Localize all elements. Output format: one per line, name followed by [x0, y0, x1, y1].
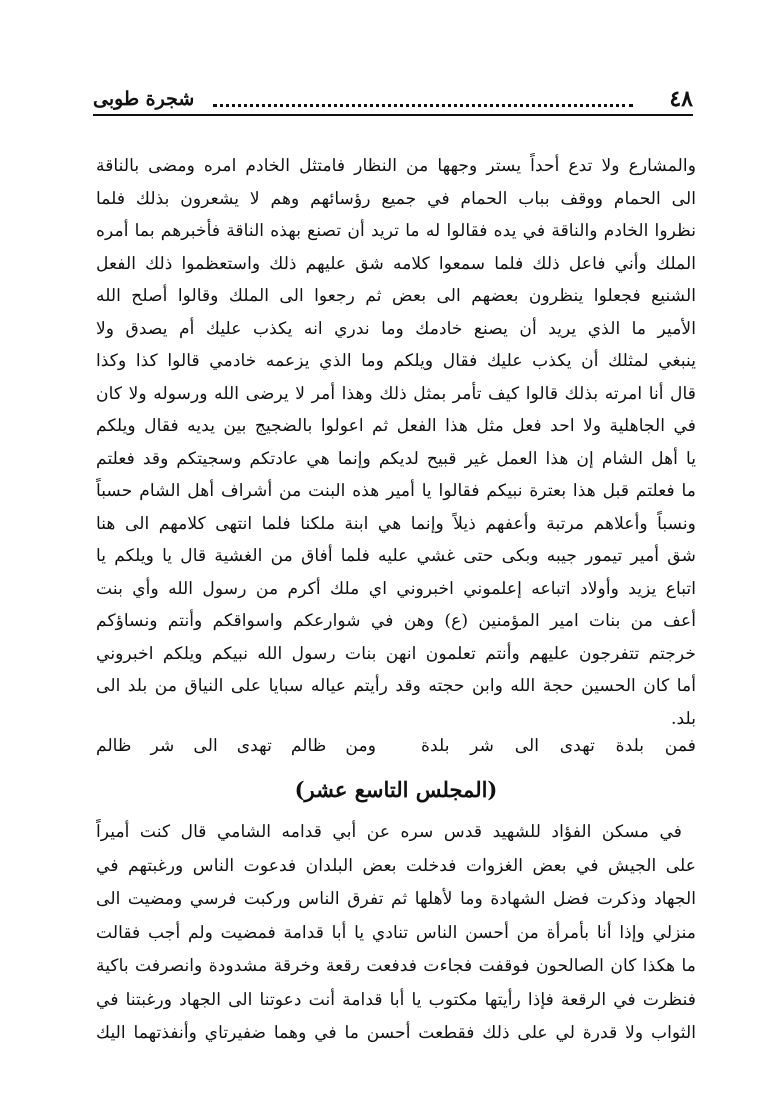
text-line: ما فعلتم قبل هذا بعترة نبيكم فقالوا يا أمير هذه البنت من أشراف أهل الشام حسباً [96, 481, 696, 501]
header-dot-leader [213, 92, 633, 107]
book-title: شجرة طوبى [93, 88, 195, 110]
text-line: فنظرت في الرقعة فإذا رأيتها مكتوب يا أبا قدامة أنت دعوتنا الى الجهاد ورغبتنا في [96, 989, 696, 1010]
main-paragraph [96, 150, 696, 735]
text-line: أعف من بنات امير المؤمنين (ع) وهن في شوارعكم واسواقكم وأنتم ونساؤكم [96, 611, 696, 631]
text-line: شق أمير تيمور جيبه وبكى حتى غشي عليه فلما أفاق من الغشية قال يا ويلكم يا [96, 546, 696, 566]
text-line: خرجتم تتفرجون عليهم وأنتم تعلمون انهن بنات رسول الله نبيكم ويلكم اخبروني [96, 643, 696, 664]
text-line: اتباع يزيد وأولاد اتباعه إعلموني اخبروني اي ملك أكرم من رسول الله وأي بنت [96, 578, 696, 599]
text-line: الثواب ولا قدرة لي على ذلك فقطعت أحسن ما في وهما ضفيرتاي وأنفذتهما اليك [96, 1023, 696, 1043]
page-number: ٤٨ [669, 86, 693, 112]
text-line: في الجاهلية ولا احد فعل مثل هذا الفعل ثم اعولوا بالضجيج بين يديه فقال ويلكم [96, 416, 696, 436]
text-line: الجهاد وذكرت فضل الشهادة وما لأهلها ثم تفرق الناس وركبت فرسي ومضيت الى [96, 889, 696, 909]
section-paragraph [96, 816, 696, 1051]
text-line: ونسباً وأعلاهم مرتبة وأعفهم ذيلاً وإنما هي ابنة ملكنا فلما انتهى كلامهم الى هنا [96, 513, 696, 534]
text-line: الشنيع فجعلوا ينظرون بعضهم الى بعض ثم رجعوا الى الملك وقالوا أصلح الله [96, 286, 696, 306]
verse-second-hemistich: ومن ظالم تهدى الى شر ظالم [96, 736, 376, 756]
verse [96, 728, 696, 764]
running-header [93, 84, 693, 116]
text-line: الملك وأني فاعل ذلك فلما سمعوا كلامه شق عليهم ذلك واستعظموا ذلك الفعل [96, 253, 696, 274]
verse-first-hemistich: فمن بلدة تهدى الى شر بلدة [421, 736, 696, 756]
text-line: الى الحمام ووقف بباب الحمام في جميع رؤسائهم وهم لا يشعرون بذلك فلما [96, 188, 696, 209]
text-line: قال أنا امرته بذلك قالوا كيف تأمر بمثل ذلك وهذا أمر لا يرضى الله ورسوله ولا كان [96, 383, 696, 404]
text-line: ينبغي لمثلك أن يكذب عليك فقال ويلكم وما الذي يزعمه خادمي قالوا كذا وكذا [96, 351, 696, 371]
text-line: أما كان الحسين حجة الله وابن حجته وقد رأيتم عياله سبايا على النياق من بلد الى [96, 676, 696, 696]
text-line: يا أهل الشام إن هذا العمل غير قبيح لديكم وإنما هي عادتكم وسجيتكم وقد فعلتم [96, 448, 696, 469]
text-line: الأمير ما الذي يريد أن يصنع خادمك وما ندري انه يكذب عليك أم يصدق ولا [96, 318, 696, 339]
section-heading: (المجلس التاسع عشر) [294, 777, 498, 802]
text-line: بلد. [671, 708, 696, 729]
text-line: ما هكذا كان الصالحون فوقفت فجاءت فدفعت رقعة وخرقة مشدودة وانصرفت باكية [96, 956, 696, 976]
text-line: منزلي وإذا أنا بأمرأة من أحسن الناس تنادي يا أبا قدامة فمضيت ولم أجب فقالت [96, 922, 696, 943]
text-line: على الجيش في بعض الغزوات فدخلت بعض البلدان فدعوت الناس ورغبتهم في [96, 855, 696, 876]
text-line: في مسكن الفؤاد للشهيد قدس سره عن أبي قدامه الشامي قال كنت أميراً [96, 822, 682, 842]
text-line: والمشارع ولا تدع أحداً يستر وجهها من النظار فامتثل الخادم امره ومضى بالناقة [96, 156, 696, 176]
text-line: نظروا الخادم والناقة في يده فقالوا له ما تريد أن تصنع بهذه الناقة فأخبرهم بما أمره [96, 221, 696, 241]
